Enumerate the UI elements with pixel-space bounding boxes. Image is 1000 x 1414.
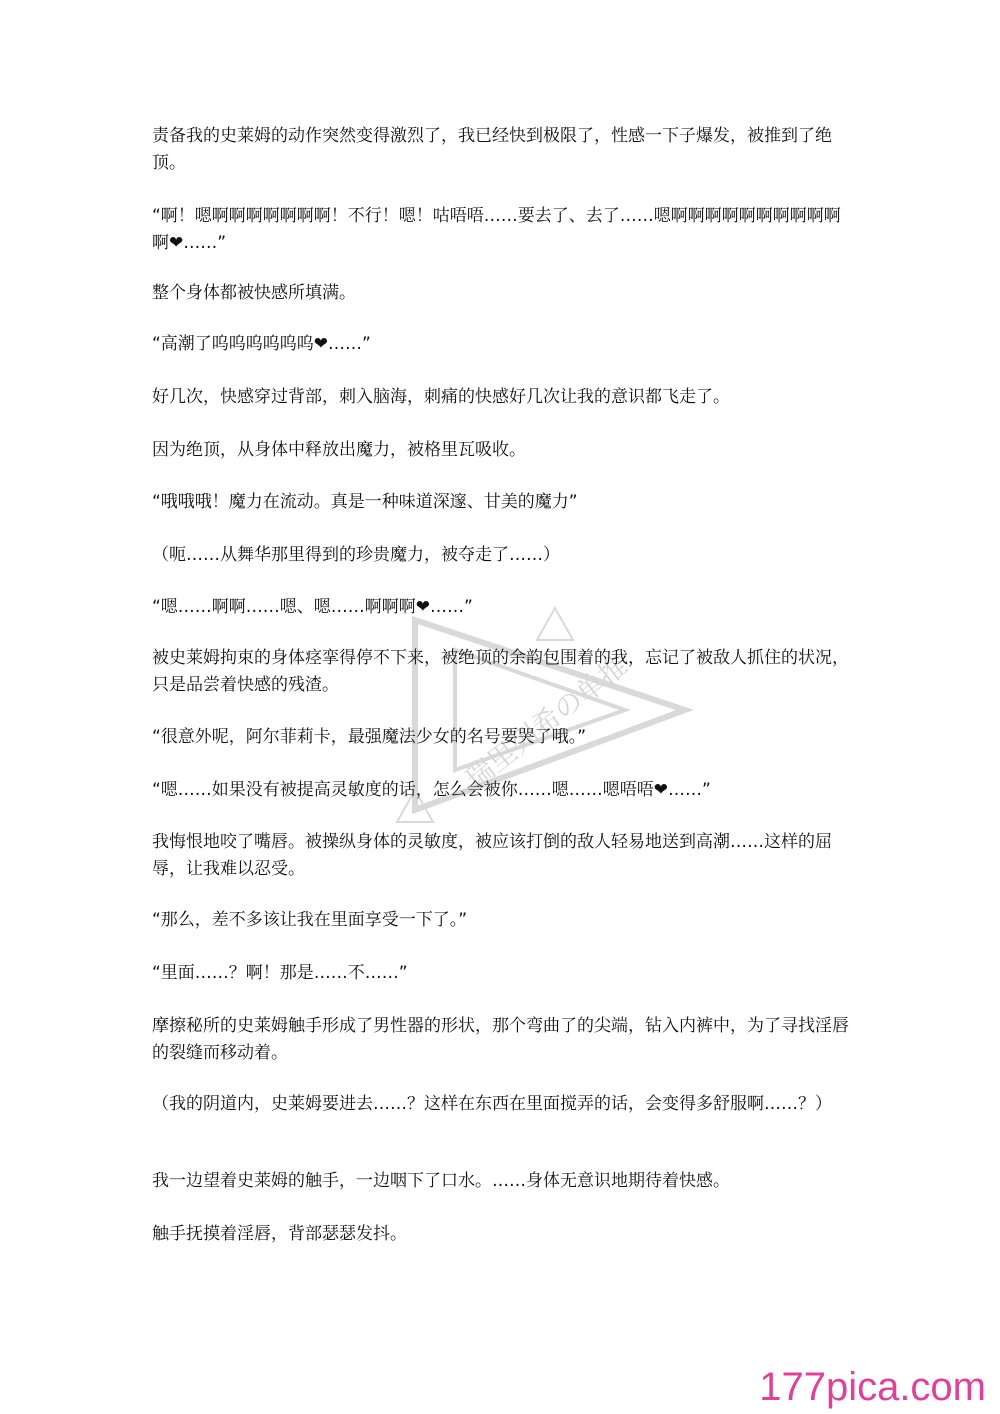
paragraph: 摩擦秘所的史莱姆触手形成了男性器的形状，那个弯曲了的尖端，钻入内裤中，为了寻找淫唇的裂缝而移动着。 bbox=[152, 1016, 849, 1063]
paragraph: 触手抚摸着淫唇，背部瑟瑟发抖。 bbox=[152, 1224, 407, 1244]
site-footer-link[interactable]: 177pica.com bbox=[759, 1365, 986, 1409]
paragraph: “高潮了呜呜呜呜呜呜❤……” bbox=[152, 334, 371, 354]
paragraph: 因为绝顶，从身体中释放出魔力，被格里瓦吸收。 bbox=[152, 440, 526, 460]
paragraph: 好几次，快感穿过背部，刺入脑海，刺痛的快感好几次让我的意识都飞走了。 bbox=[152, 387, 730, 407]
paragraph: 我悔恨地咬了嘴唇。被操纵身体的灵敏度，被应该打倒的敌人轻易地送到高潮……这样的屈辱，让我难以忍受。 bbox=[152, 832, 832, 879]
paragraph: （我的阴道内，史莱姆要进去……？这样在东西在里面搅弄的话，会变得多舒服啊……？） bbox=[152, 1094, 832, 1114]
paragraph: “啊！嗯啊啊啊啊啊啊啊！不行！嗯！咕唔唔……要去了、去了……嗯啊啊啊啊啊啊啊啊啊啊啊❤……” bbox=[152, 206, 841, 253]
paragraph: （呃……从舞华那里得到的珍贵魔力，被夺走了……） bbox=[152, 545, 560, 565]
paragraph: 我一边望着史莱姆的触手，一边咽下了口水。……身体无意识地期待着快感。 bbox=[152, 1171, 730, 1191]
paragraph: “那么，差不多该让我在里面享受一下了。” bbox=[152, 910, 468, 930]
paragraph: “哦哦哦！魔力在流动。真是一种味道深邃、甘美的魔力” bbox=[152, 492, 578, 512]
paragraph: 整个身体都被快感所填满。 bbox=[152, 283, 356, 303]
paragraph: “里面……？啊！那是……不……” bbox=[152, 963, 408, 983]
paragraph: 责备我的史莱姆的动作突然变得激烈了，我已经快到极限了，性感一下子爆发，被推到了绝顶。 bbox=[152, 126, 832, 173]
paragraph: 被史莱姆拘束的身体痉挛得停不下来，被绝顶的余韵包围着的我，忘记了被敌人抓住的状况，只是品尝着快感的残渣。 bbox=[152, 648, 849, 695]
paragraph: “很意外呢，阿尔菲莉卡，最强魔法少女的名号要哭了哦。” bbox=[152, 727, 587, 747]
paragraph: “嗯……啊啊……嗯、嗯……啊啊啊❤……” bbox=[152, 597, 473, 617]
paragraph: “嗯……如果没有被提高灵敏度的话，怎么会被你……嗯……嗯唔唔❤……” bbox=[152, 780, 711, 800]
watermark-text: 瑞里列希の单推 bbox=[458, 648, 634, 796]
